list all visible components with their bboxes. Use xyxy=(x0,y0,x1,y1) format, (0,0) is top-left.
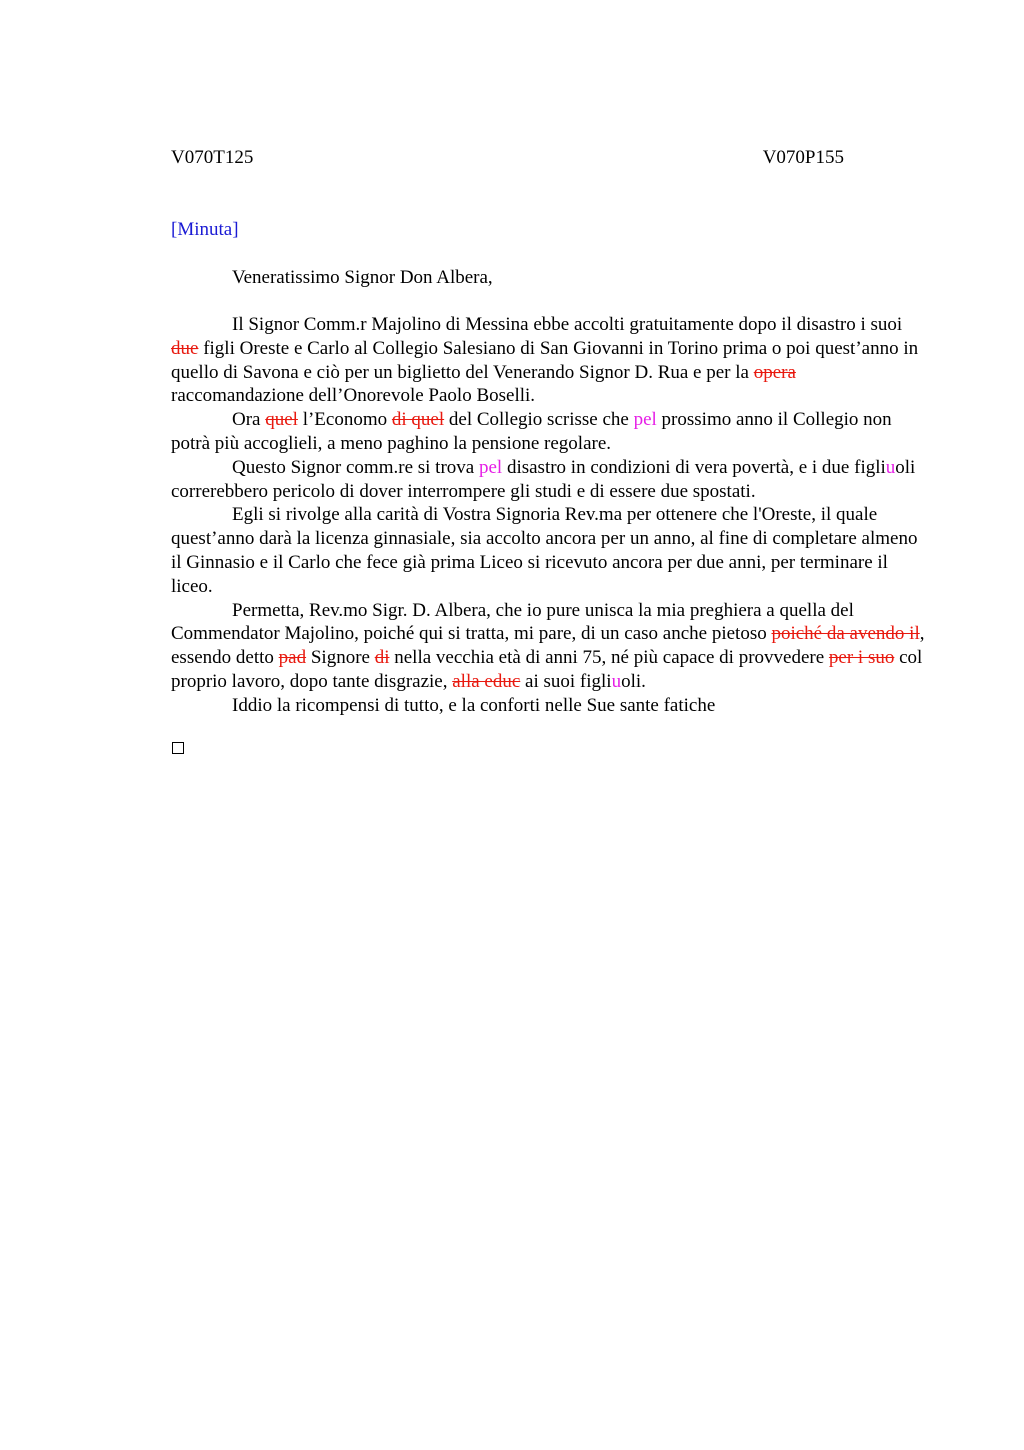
text-span: disastro in condizioni di vera povertà, e i due figli xyxy=(502,456,886,478)
deleted-text: alla educ xyxy=(452,670,521,692)
letter-body xyxy=(171,313,931,718)
text-span: ai suoi figli xyxy=(520,670,612,692)
minuta-label: [Minuta] xyxy=(171,219,239,240)
deleted-text: di quel xyxy=(391,409,445,431)
text-span: raccomandazione dell’Onorevole Paolo Boselli. xyxy=(171,385,536,407)
text-span: , essendo detto xyxy=(171,623,925,669)
paragraph-4 xyxy=(171,503,931,598)
end-square-icon xyxy=(172,742,184,754)
deleted-text: poiché da avendo il xyxy=(771,623,920,645)
text-span: Il Signor Comm.r Majolino di Messina ebbe accolti gratuitamente dopo il disastro i suoi xyxy=(232,314,903,335)
text-span: oli correrebbero pericolo di dover interrompere gli studi e di essere due spostati. xyxy=(171,456,916,502)
inserted-text: pel xyxy=(633,409,657,431)
text-span: Iddio la ricompensi di tutto, e la conforti nelle Sue sante fatiche xyxy=(232,694,716,716)
salutation: Veneratissimo Signor Don Albera, xyxy=(232,267,493,288)
document-code-left: V070T125 xyxy=(171,147,254,168)
document-page xyxy=(171,0,931,1450)
paragraph-1 xyxy=(171,313,931,408)
paragraph-2 xyxy=(171,408,931,456)
document-code-right: V070P155 xyxy=(762,147,844,168)
deleted-text: di xyxy=(374,647,390,669)
deleted-text: quel xyxy=(265,409,298,431)
deleted-text: pad xyxy=(278,647,307,669)
paragraph-5 xyxy=(171,599,931,694)
paragraph-3 xyxy=(171,456,931,504)
deleted-text: opera xyxy=(753,361,796,383)
text-span: del Collegio scrisse che xyxy=(444,409,634,431)
text-span: oli. xyxy=(621,670,646,692)
paragraph-6 xyxy=(171,694,931,718)
text-span: Egli si rivolge alla carità di Vostra Signoria Rev.ma per ottenere che l'Oreste, il quale quest’anno darà la licenza ginnasiale, sia accolto ancora per un anno, al fine di completare almeno il Ginnasio e il Carlo che fece già prima Liceo si ricevuto ancora per due anni, per terminare il liceo. xyxy=(171,504,918,597)
deleted-text: due xyxy=(171,337,199,359)
text-span: l’Economo xyxy=(297,409,392,431)
text-span: nella vecchia età di anni 75, né più capace di provvedere xyxy=(389,647,829,669)
text-span: Questo Signor comm.re si trova xyxy=(232,456,479,478)
text-span: Signore xyxy=(306,647,375,669)
text-span: prossimo anno il Collegio non potrà più accoglieli, a meno paghino la pensione regolare. xyxy=(171,409,892,454)
inserted-text: u xyxy=(885,456,896,478)
text-span: figli Oreste e Carlo al Collegio Salesiano di San Giovanni in Torino prima o poi quest’anno in quello di Savona e ciò per un biglietto del Venerando Signor D. Rua e per la xyxy=(171,337,919,383)
inserted-text: u xyxy=(611,670,622,692)
text-span: Permetta, Rev.mo Sigr. D. Albera, che io pure unisca la mia preghiera a quella del Commendator Majolino, poiché qui si tratta, mi pare, di un caso anche pietoso xyxy=(171,599,854,645)
inserted-text: pel xyxy=(478,456,503,478)
text-span: col proprio lavoro, dopo tante disgrazie, xyxy=(171,647,923,692)
text-span: Ora xyxy=(232,409,266,431)
deleted-text: per i suo xyxy=(828,647,895,669)
